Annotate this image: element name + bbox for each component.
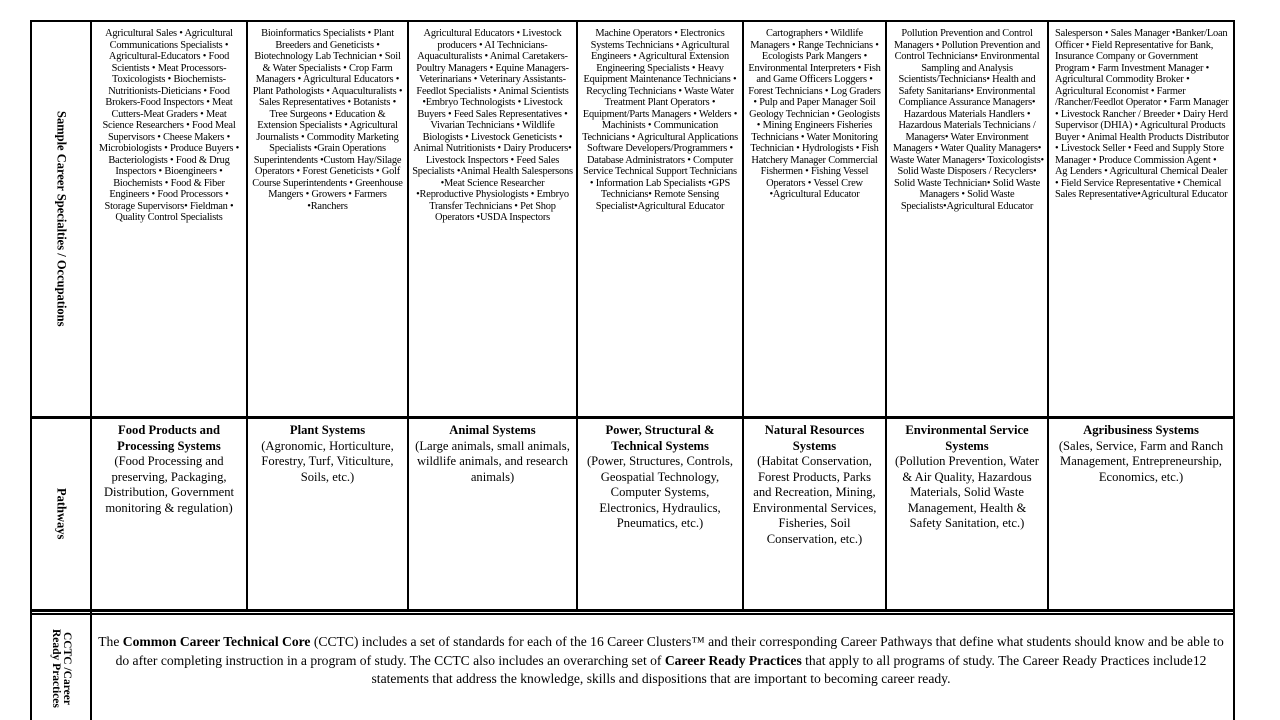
occupations-agribusiness: Salesperson • Sales Manager •Banker/Loan Officer • Field Representative for Bank, Insurance Company or Government Program • Farm Investment Manager • Agricultural Commodity Broker • Agricultural Economist • Farmer /Rancher/Feedlot Operator • Farm Manager • Livestock Rancher / Breeder • Dairy Herd Supervisor (DHIA) • Agricultural Products Buyer • Animal Health Products Distributor • Livestock Seller • Feed and Supply Store Manager • Produce Commission Agent • Ag Lenders • Agricultural Chemical Dealer • Field Service Representative • Chemical Sales Representative•Agricultural Educator bbox=[1055, 28, 1229, 200]
occupations-environmental-service: Pollution Prevention and Control Managers • Pollution Prevention and Control Technicians• Environmental Sampling and Analysis Scientists/Technicians• Health and Safety Sanitarians• Environmental Compliance Assurance Managers• Hazardous Materials Handlers • Hazardous Materials Technicians / Managers• Water Environment Managers • Water Quality Managers• Waste Water Managers• Toxicologists• Solid Waste Disposers / Recyclers• Solid Waste Technician• Solid Waste Managers • Solid Waste Specialists•Agricultural Educator bbox=[890, 28, 1044, 212]
pathway-description: (Sales, Service, Farm and Ranch Management, Entrepreneurship, Economics, etc.) bbox=[1058, 438, 1224, 484]
pathway-description: (Power, Structures, Controls, Geospatial Technology, Computer Systems, Electronics, Hydraulics, Pneumatics, etc.) bbox=[586, 454, 734, 530]
pathway-agribusiness bbox=[1049, 419, 1233, 609]
pathway-title: Food Products and Processing Systems bbox=[117, 423, 221, 453]
cctc-term: Common Career Technical Core bbox=[122, 634, 311, 649]
pathway-description: (Habitat Conservation, Forest Products, Parks and Recreation, Mining, Environmental Services, Fisheries, Soil Conservation, etc.) bbox=[752, 454, 877, 546]
pathway-description: (Agronomic, Horticulture, Forestry, Turf, Viticulture, Soils, etc.) bbox=[261, 438, 394, 484]
occupations-plant-systems: Bioinformatics Specialists • Plant Breeders and Geneticists • Biotechnology Lab Technician • Soil & Water Specialists • Crop Farm Managers • Agricultural Educators • Plant Pathologists • Aquaculturalists • Sales Representatives • Botanists • Tree Surgeons • Education & Extension Specialists • Agricultural Journalists • Commodity Marketing Specialists •Grain Operations Superintendents •Custom Hay/Silage Operators • Forest Geneticists • Golf Course Superintendents • Greenhouse Mangers • Growers • Farmers •Ranchers bbox=[252, 28, 403, 212]
pathway-description: (Large animals, small animals, wildlife animals, and research animals) bbox=[415, 438, 570, 484]
row-label-occupations: Sample Career Specialties / Occupations bbox=[54, 111, 69, 327]
pathway-environmental-service bbox=[887, 419, 1047, 609]
pathway-natural-resources bbox=[744, 419, 885, 609]
pathway-power-structural bbox=[578, 419, 742, 609]
row-label-pathways: Pathways bbox=[54, 488, 69, 540]
pathway-title: Power, Structural & Technical Systems bbox=[605, 423, 715, 453]
occupations-power-structural: Machine Operators • Electronics Systems Technicians • Agricultural Engineers • Agricultural Extension Engineering Specialists • Heavy Equipment Maintenance Technicians • Recycling Technicians • Waste Water Treatment Plant Operators • Equipment/Parts Managers • Welders • Machinists • Communication Technicians • Agricultural Applications Software Developers/Programmers • Database Administrators • Computer Service Technical Support Technicians • Information Lab Specialists •GPS Technicians• Remote Sensing Specialist•Agricultural Educator bbox=[582, 28, 738, 212]
row-label-cctc: CCTC /Career Ready Practices bbox=[50, 629, 73, 708]
divider-pathways-cctc-double bbox=[30, 613, 1235, 615]
pathway-title: Natural Resources Systems bbox=[764, 423, 865, 453]
occupations-animal-systems: Agricultural Educators • Livestock producers • AI Technicians-Aquaculturalists • Animal Caretakers-Poultry Managers • Equine Managers-Veterinarians • Veterinary Assistants-Feedlot Specialists • Animal Scientists •Embryo Technologists • Livestock Buyers • Feed Sales Representatives • Vivarian Technicians • Wildlife Biologists • Livestock Geneticists • Animal Nutritionists • Dairy Producers• Livestock Inspectors • Feed Sales Specialists •Animal Health Salespersons •Meat Science Researcher •Reproductive Physiologists • Embryo Transfer Technicians • Pet Shop Operators •USDA Inspectors bbox=[412, 28, 573, 223]
cctc-description: The Common Career Technical Core (CCTC) includes a set of standards for each of the 16 Career Clusters™ and their corresponding Career Pathways that define what students should know and be able to do after completing instruction in a program of study. The CCTC also includes an overarching set of Career Ready Practices that apply to all programs of study. The Career Ready Practices include12 statements that address the knowledge, skills and dispositions that are important to becoming career ready. bbox=[98, 634, 1224, 686]
occupations-natural-resources: Cartographers • Wildlife Managers • Range Technicians • Ecologists Park Mangers • Environmental Interpreters • Fish and Game Officers Loggers • Forest Technicians • Log Graders • Pulp and Paper Manager Soil Geology Technician • Geologists • Mining Engineers Fisheries Technicians • Water Monitoring Technician • Hydrologists • Fish Hatchery Manager Commercial Fishermen • Fishing Vessel Operators • Vessel Crew •Agricultural Educator bbox=[748, 28, 881, 200]
pathway-description: (Pollution Prevention, Water & Air Quality, Hazardous Materials, Solid Waste Management, Health & Safety Sanitation, etc.) bbox=[895, 454, 1039, 530]
pathway-animal-systems bbox=[409, 419, 576, 609]
pathway-title: Agribusiness Systems bbox=[1083, 423, 1199, 437]
pathway-title: Environmental Service Systems bbox=[905, 423, 1029, 453]
pathway-plant-systems bbox=[248, 419, 407, 609]
pathway-food-products bbox=[92, 419, 246, 609]
career-ready-practices-term: Career Ready Practices bbox=[664, 652, 802, 668]
pathway-title: Animal Systems bbox=[449, 423, 536, 437]
pathway-title: Plant Systems bbox=[289, 423, 366, 437]
pathway-description: (Food Processing and preserving, Packaging, Distribution, Government monitoring & regulation) bbox=[103, 454, 235, 515]
occupations-food-products: Agricultural Sales • Agricultural Communications Specialists • Agricultural-Educators • Food Scientists • Meat Processors-Toxicologists • Biochemists-Nutritionists-Dieticians • Food Brokers-Food Inspectors • Meat Cutters-Meat Graders • Meat Science Researchers • Food Meal Supervisors • Cheese Makers • Microbiologists • Produce Buyers • Bacteriologists • Food & Drug Inspectors • Bioengineers • Biochemists • Food & Fiber Engineers • Food Processors • Storage Supervisors• Fieldman • Quality Control Specialists bbox=[98, 28, 240, 223]
divider-pathways-cctc bbox=[30, 609, 1235, 612]
